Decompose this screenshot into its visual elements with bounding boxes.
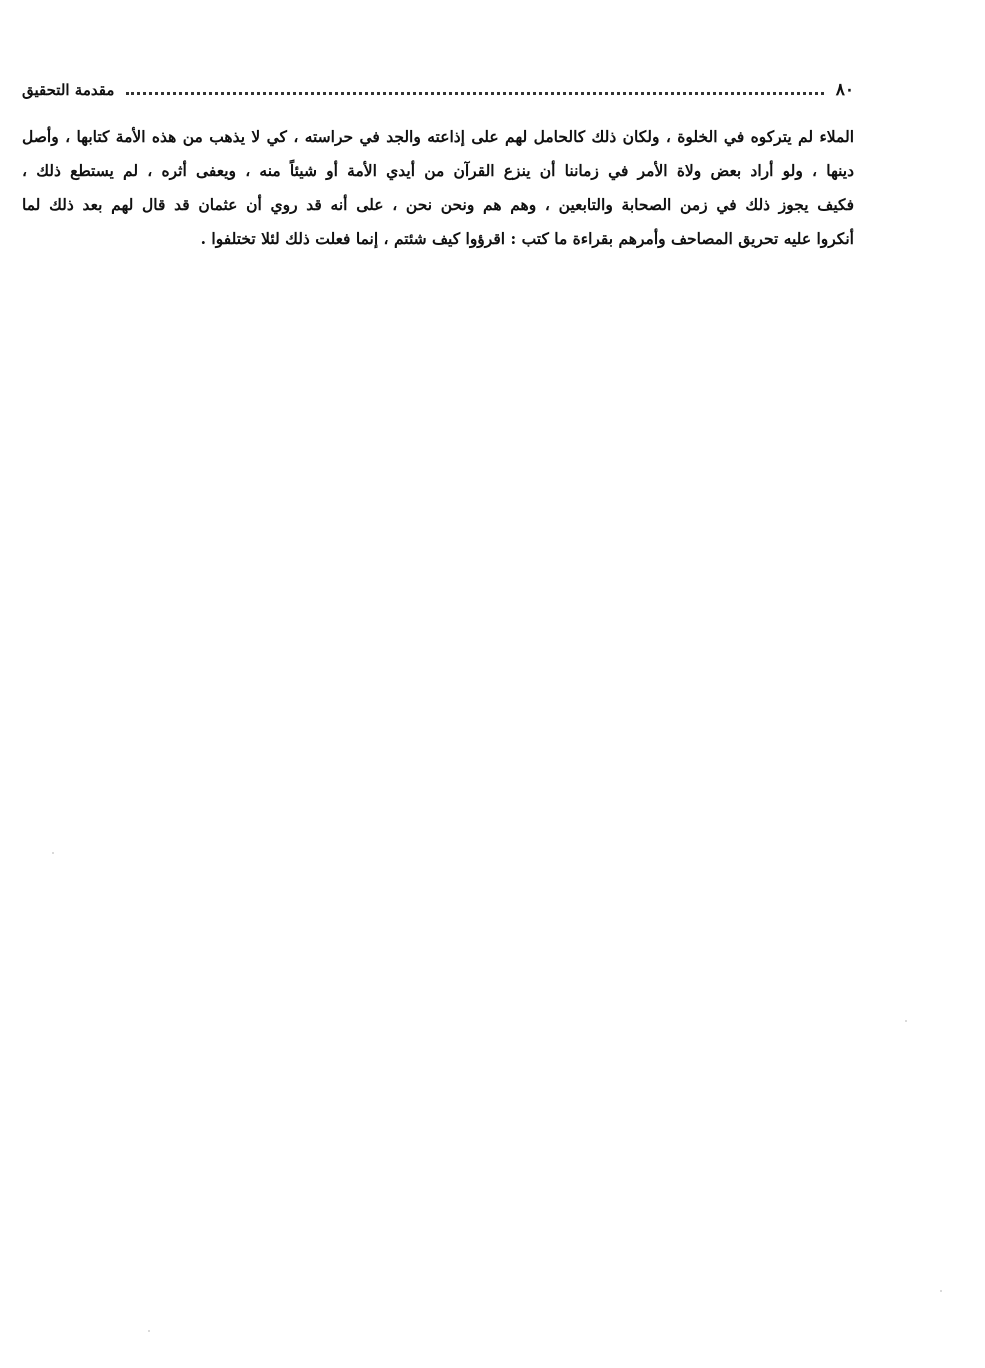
body-paragraph — [22, 120, 854, 256]
text-line: دينها ، ولو أراد بعض ولاة الأمر في زماننا أن ينزع القرآن من أيدي الأمة أو شيئاً منه ، ويعفى أثره ، لم يستطع ذلك ، — [22, 161, 854, 180]
text-line: الملاء لم يتركوه في الخلوة ، ولكان ذلك كالحامل لهم على إذاعته والجد في حراسته ، كي لا يذهب من هذه الأمة كتابها ، وأصل — [22, 127, 854, 146]
scan-speck — [940, 1290, 942, 1292]
running-header — [22, 76, 854, 104]
text-line: أنكروا عليه تحريق المصاحف وأمرهم بقراءة ما كتب : اقرؤوا كيف شئتم ، إنما فعلت ذلك لئلا تختلفوا . — [200, 229, 854, 248]
scan-speck — [52, 852, 54, 854]
scan-speck — [148, 1330, 150, 1332]
text-line: فكيف يجوز ذلك في زمن الصحابة والتابعين ، وهم هم ونحن نحن ، على أنه قد روي أن عثمان قد قال لهم بعد ذلك لما — [22, 195, 854, 214]
leader-dots — [126, 92, 823, 95]
page-number: ٨٠ — [835, 80, 854, 100]
scan-speck — [905, 1020, 907, 1022]
section-title: مقدمة التحقيق — [22, 81, 115, 99]
